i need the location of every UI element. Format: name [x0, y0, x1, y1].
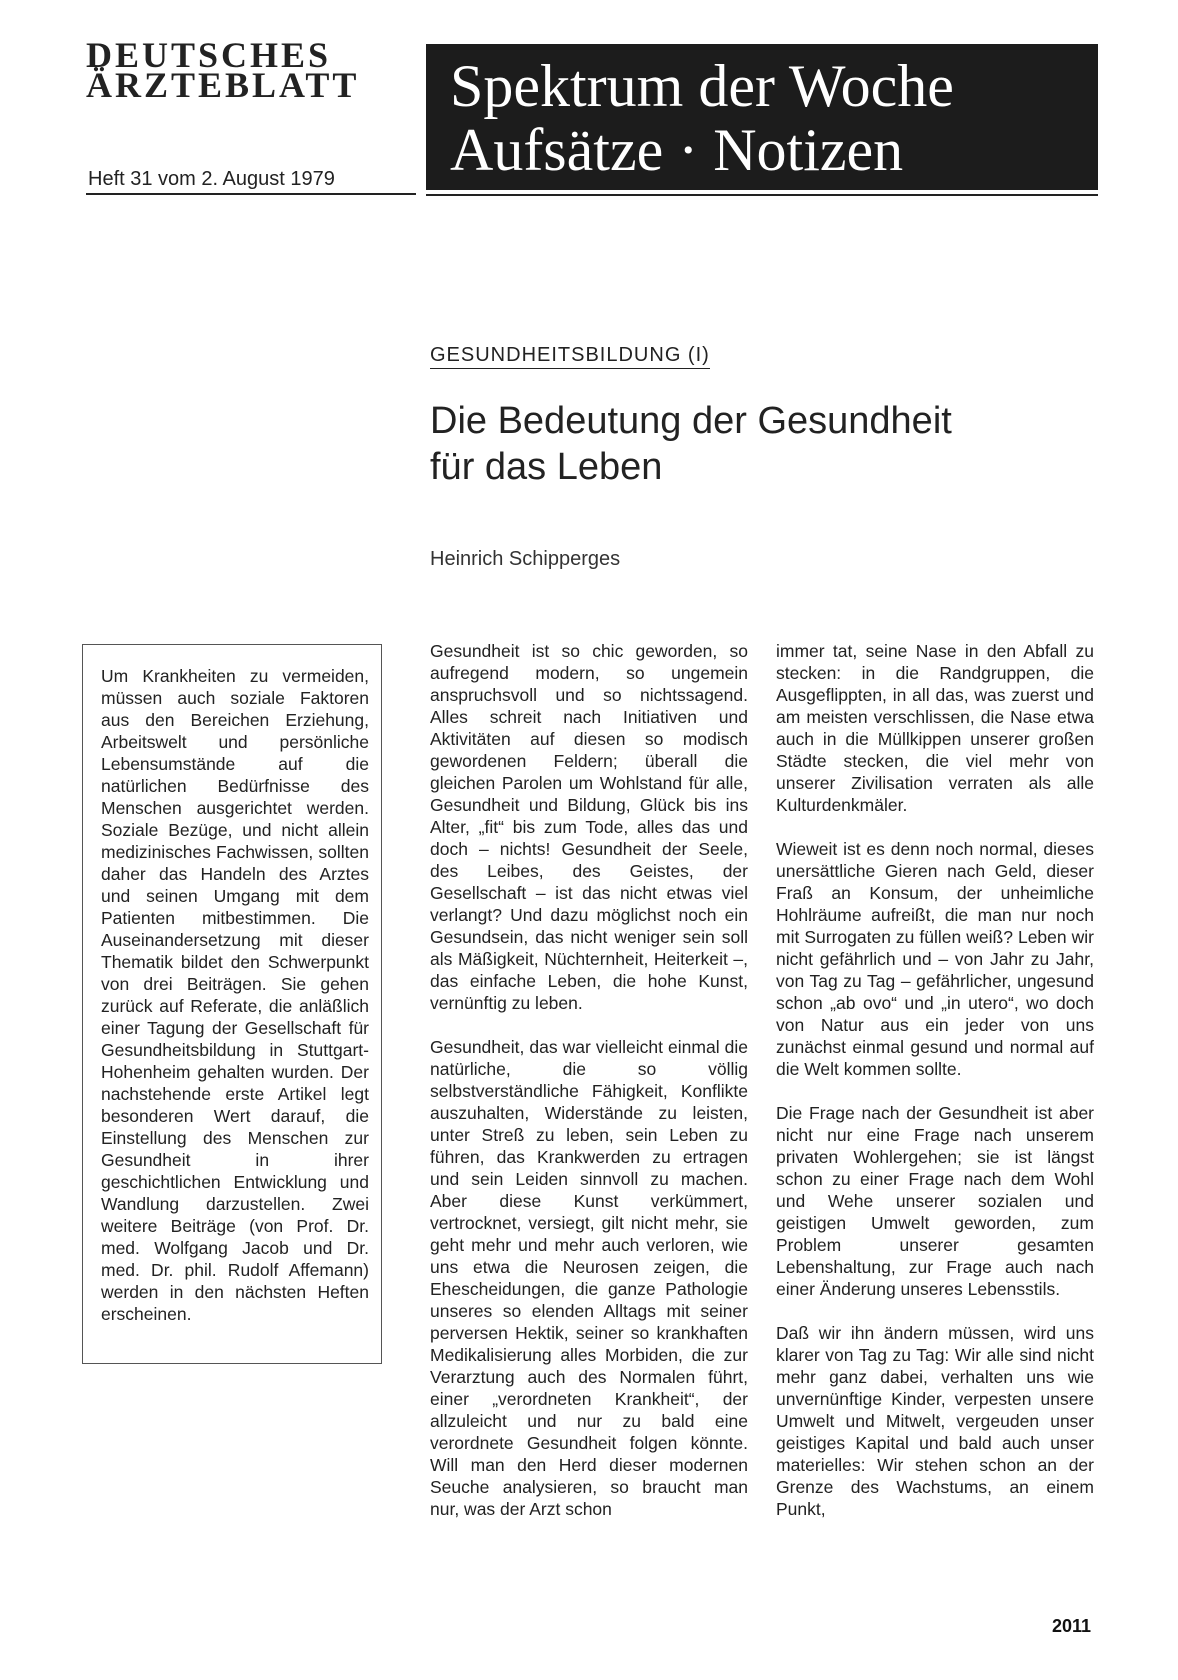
article-column-right [776, 640, 1094, 1542]
paragraph: Wieweit ist es denn noch normal, dieses unersättliche Gieren nach Geld, dieser Fraß an Konsum, der unheimliche Hohlräume aufreißt, die man nur noch mit Surrogaten zu füllen weiß? Leben wir nicht gefährlich und – von Jahr zu Jahr, von Tag zu Tag – gefährlicher, ungesund schon „ab ovo“ und „in utero“, wo doch von Natur aus ein jeder von uns zunächst einmal gesund und normal auf die Welt kommen sollte. [776, 839, 1094, 1079]
paragraph: Die Frage nach der Gesundheit ist aber nicht nur eine Frage nach unserem privaten Wohlergehen; sie ist längst schon zu einer Frage nach dem Wohl und Wehe unserer sozialen und geistigen Umwelt geworden, zum Problem unserer gesamten Lebenshaltung, zur Frage auch nach einer Änderung unseres Lebensstils. [776, 1103, 1094, 1299]
article-kicker: GESUNDHEITSBILDUNG (I) [430, 344, 710, 369]
brand-line-1: DEUTSCHES [86, 35, 332, 75]
article-author: Heinrich Schipperges [430, 548, 621, 570]
paragraph: Gesundheit, das war vielleicht einmal die natürliche, die so völlig selbstverständliche Fähigkeit, Konflikte auszuhalten, Widerstände zu leisten, unter Streß zu leben, sein Leben zu führen, das Krankwerden zu ertragen und sein Leiden sinnvoll zu machen. Aber diese Kunst verkümmert, vertrocknet, versiegt, gilt nicht mehr, sie geht mehr und mehr auch verloren, wie uns etwa die Neurosen zeigen, die Ehescheidungen, die ganze Pathologie unseres so elenden Alltags mit seiner perversen Hektik, seiner so krankhaften Medikalisierung alles Morbiden, die zur Verarztung auch des Normalen führt, einer „verordneten Krankheit“, der allzuleicht und nur zu bald eine verordnete Gesundheit folgen könnte. Will man den Herd dieser modernen Seuche analysieren, so braucht man nur, was der Arzt schon [430, 1037, 748, 1519]
paragraph: Daß wir ihn ändern müssen, wird uns klarer von Tag zu Tag: Wir alle sind nicht mehr ganz dabei, verhalten uns wie unvernünftige Kinder, verpesten unsere Umwelt und Mitwelt, vergeuden unser geistiges Kapital und bald auch unser materielles: Wir stehen schon an der Grenze des Wachstums, an einem Punkt, [776, 1323, 1094, 1519]
brand-line-2: ÄRZTEBLATT [86, 65, 360, 105]
article-title [430, 398, 1070, 490]
abstract-box [82, 644, 382, 1364]
masthead-rule-right [426, 194, 1098, 196]
abstract-text: Um Krankheiten zu vermeiden, müssen auch soziale Faktoren aus den Bereichen Erziehung, Arbeitswelt und persönliche Lebensumstände auf die natürlichen Bedürfnisse des Menschen ausgerichtet werden. Soziale Bezüge, und nicht allein medizinisches Fachwissen, sollten daher das Handeln des Arztes und seinen Umgang mit dem Patienten mitbestimmen. Die Auseinandersetzung mit dieser Thematik bildet den Schwerpunkt von drei Beiträgen. Sie gehen zurück auf Referate, die anläßlich einer Tagung der Gesellschaft für Gesundheitsbildung in Stuttgart-Hohenheim gehalten wurden. Der nachstehende erste Artikel legt besonderen Wert darauf, die Einstellung des Menschen zur Gesundheit in ihrer geschichtlichen Entwicklung und Wandlung darzustellen. Zwei weitere Beiträge (von Prof. Dr. med. Wolfgang Jacob und Dr. med. Dr. phil. Rudolf Affemann) werden in den nächsten Heften erscheinen. [101, 666, 369, 1324]
article-column-middle [430, 640, 748, 1542]
page-number: 2011 [1052, 1616, 1092, 1636]
paragraph: immer tat, seine Nase in den Abfall zu stecken: in die Randgruppen, die Ausgeflippten, in all das, was zuerst und am meisten verschlissen, die Nase etwa auch in die Müllkippen unserer großen Städte stecken, die viel mehr von unserer Zivilisation verraten als alle Kulturdenkmäler. [776, 641, 1094, 815]
section-banner [426, 44, 1098, 190]
issue-date: Heft 31 vom 2. August 1979 [88, 168, 335, 190]
paragraph: Gesundheit ist so chic geworden, so aufregend modern, so ungemein anspruchsvoll und so nichtssagend. Alles schreit nach Initiativen und Aktivitäten auf diesen so modisch gewordenen Feldern; überall die gleichen Parolen um Wohlstand für alle, Gesundheit und Bildung, Glück bis ins Alter, „fit“ bis zum Tode, alles das und doch – nichts! Gesundheit der Seele, des Leibes, des Geistes, der Gesellschaft – ist das nicht etwas viel verlangt? Und dazu möglichst noch ein Gesundsein, das nicht weniger sein soll als Mäßigkeit, Nüchternheit, Heiterkeit –, das einfache Leben, die hohe Kunst, vernünftig zu leben. [430, 641, 748, 1013]
article-title-line-1: Die Bedeutung der Gesundheit [430, 400, 952, 442]
section-banner-line-1: Spektrum der Woche [450, 53, 954, 119]
section-banner-line-2: Aufsätze · Notizen [450, 117, 904, 183]
masthead-rule-left [86, 193, 416, 195]
article-title-line-2: für das Leben [430, 446, 663, 488]
masthead-logo [86, 35, 416, 105]
